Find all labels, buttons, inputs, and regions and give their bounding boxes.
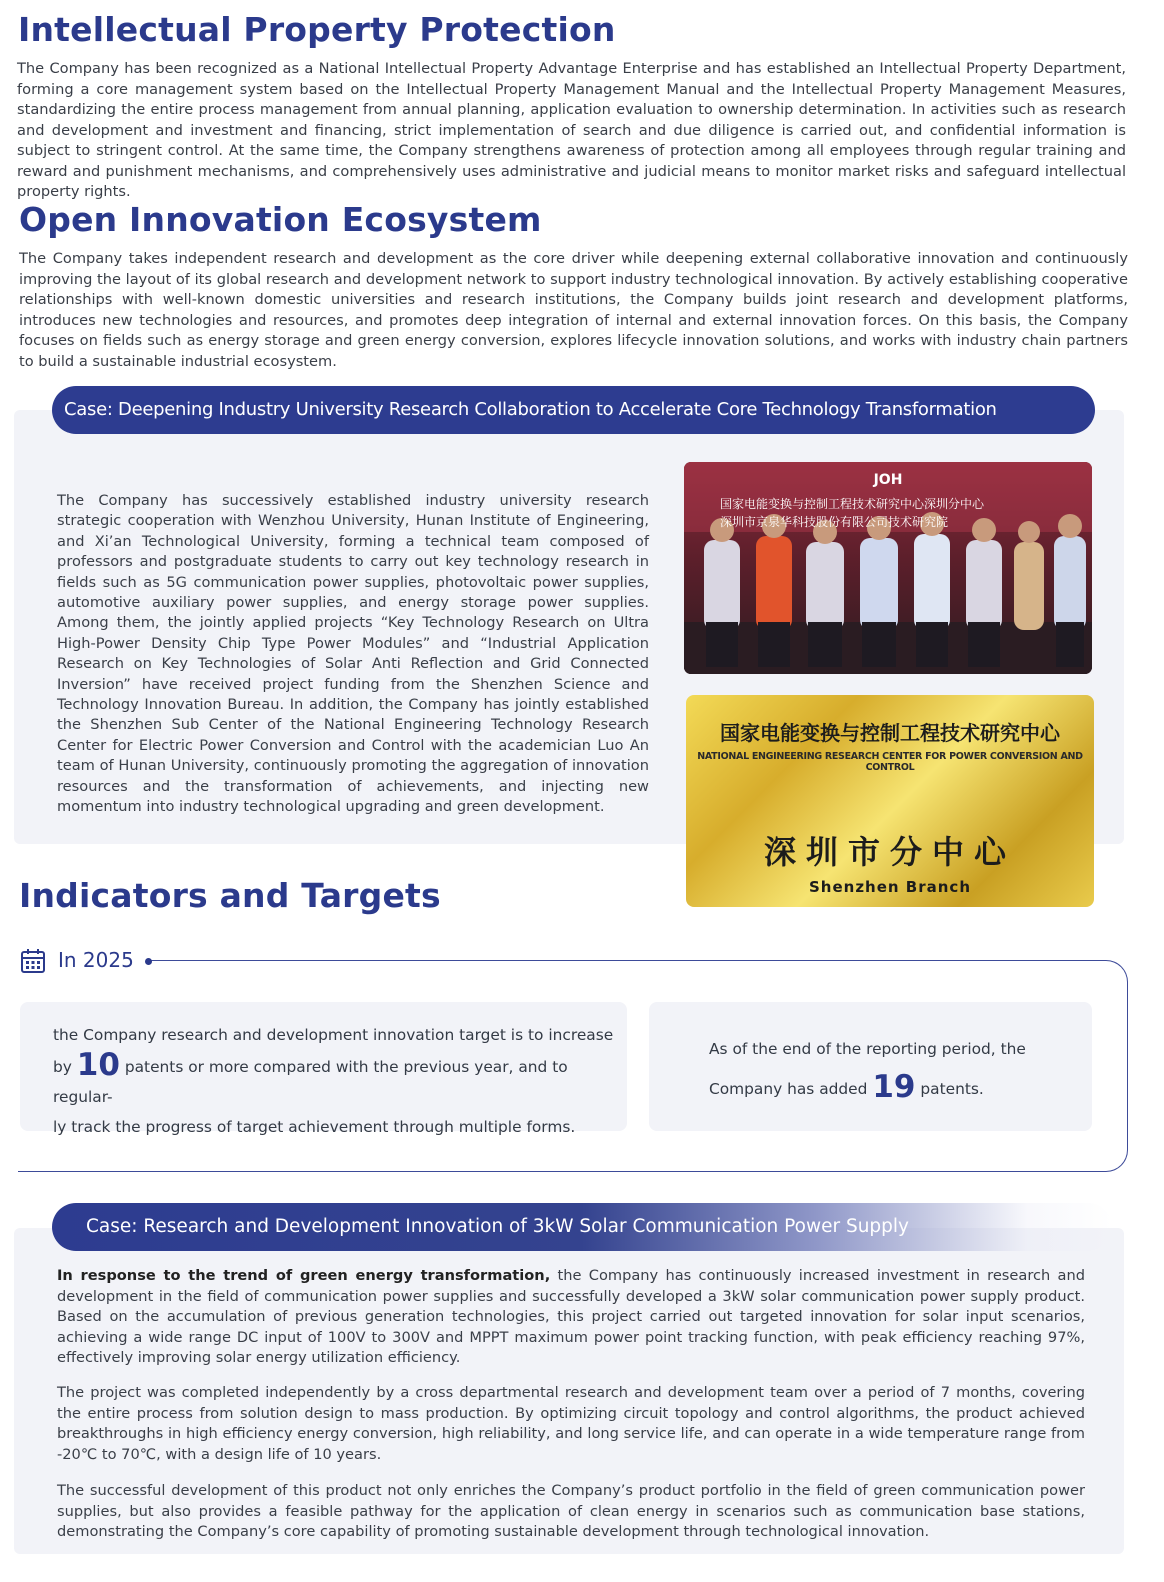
team-photo [684, 462, 1092, 674]
plaque-cn-title: 国家电能变换与控制工程技术研究中心 [720, 721, 1060, 745]
case2-p1-rest: the Company has continuously increased investment in research and development in the field of communication power supplies and successfully developed a 3kW solar communication power supply product. Based on the accumulation of previous generation technologies, this project carried out targeted innovation for solar input scenarios, achieving a wide range DC input of 100V to 300V and MPPT maximum power point tracking function, with peak efficiency reaching 97%, effectively improving solar energy utilization efficiency. [57, 1267, 1086, 1366]
photo-banner-line1: 国家电能变换与控制工程技术研究中心深圳分中心 [720, 497, 985, 511]
photo-banner-line2: 深圳市京泉华科技股份有限公司技术研究院 [720, 515, 949, 529]
plaque-en-title: NATIONAL ENGINEERING RESEARCH CENTER FOR POWER CONVERSION AND CONTROL [697, 751, 1083, 773]
result-card [649, 1002, 1092, 1131]
target-pre: by [53, 1058, 72, 1076]
result-number: 19 [872, 1069, 916, 1105]
section-title-ip: Intellectual Property Protection [18, 10, 616, 49]
result-post: patents. [920, 1080, 984, 1098]
target-line3: ly track the progress of target achievement through multiple forms. [53, 1118, 576, 1136]
section-title-open-innovation: Open Innovation Ecosystem [19, 200, 542, 239]
case2-paragraph1 [57, 1266, 1085, 1369]
case2-p1-lead: In response to the trend of green energy transformation, [57, 1267, 551, 1284]
result-line1: As of the end of the reporting period, the [709, 1040, 1026, 1058]
year-label: In 2025 [58, 948, 134, 972]
result-pre: Company has added [709, 1080, 868, 1098]
photo-logo: JOH [873, 472, 903, 488]
case2-paragraph2: The project was completed independently by a cross departmental research and development team over a period of 7 months, covering the entire process from solution design to mass production. By optimizing circuit topology and control algorithms, the product achieved breakthroughs in high efficiency energy conversion, high reliability, and long service life, and can operate in a wide temperature range from -20℃ to 70℃, with a design life of 10 years. [57, 1384, 1085, 1463]
target-line1: the Company research and development innovation target is to increase [53, 1026, 614, 1044]
section-title-indicators: Indicators and Targets [19, 876, 441, 915]
target-number: 10 [76, 1047, 120, 1083]
case1-paragraph: The Company has successively established industry university research strategic cooperation with Wenzhou University, Hunan Institute of Engineering, and Xi’an Technological University, forming a technical team composed of professors and postgraduate students to carry out key technology research in fields such as 5G communication power supplies, photovoltaic power supplies, automotive auxiliary power supplies, and energy storage power supplies. Among them, the jointly applied projects “Key Technology Research on Ultra High-Power Density Chip Type Power Modules” and “Industrial Application Research on Key Technologies of Solar Anti Reflection and Grid Connected Inversion” have received project funding from the Shenzhen Science and Technology Innovation Bureau. In addition, the Company has jointly established the Shenzhen Sub Center of the National Engineering Technology Research Center for Electric Power Conversion and Control with the academician Luo An team of Hunan University, continuously promoting the aggregation of innovation resources and the transformation of achievements, and injecting new momentum into industry technological upgrading and green development. [57, 492, 649, 816]
case2-paragraph3: The successful development of this product not only enriches the Company’s product portfolio in the field of green communication power supplies, but also provides a feasible pathway for the application of clean energy in scenarios such as communication base stations, demonstrating the Company’s core capability of promoting sustainable development through technological innovation. [57, 1482, 1085, 1540]
target-post: patents or more compared with the previous year, and to regular- [53, 1058, 568, 1106]
calendar-icon [20, 948, 46, 974]
timeline-dot [145, 958, 152, 965]
case1-title-pill: Case: Deepening Industry University Research Collaboration to Accelerate Core Technology Transformation [52, 386, 1095, 434]
case2-title-pill: Case: Research and Development Innovation of 3kW Solar Communication Power Supply [52, 1203, 1112, 1251]
plaque-en-branch: Shenzhen Branch [808, 878, 972, 896]
target-card [20, 1002, 627, 1136]
plaque-cn-branch: 深圳市分中心 [763, 833, 1016, 871]
team-photo-illustration [684, 462, 1092, 674]
ip-paragraph: The Company has been recognized as a National Intellectual Property Advantage Enterprise and has established an Intellectual Property Department, forming a core management system based on the Intellectual Property Management Manual and the Intellectual Property Management Measures, standardizing the entire process management from annual planning, application evaluation to ownership determination. In activities such as research and development and investment and financing, strict implementation of search and due diligence is carried out, and confidential information is subject to stringent control. At the same time, the Company strengthens awareness of protection among all employees through regular training and reward and punishment mechanisms, and comprehensively uses administrative and judicial means to monitor market risks and safeguard intellectual property rights. [17, 60, 1126, 200]
open-innovation-paragraph: The Company takes independent research and development as the core driver while deepening external collaborative innovation and continuously improving the layout of its global research and development network to support industry technological innovation. By actively establishing cooperative relationships with well-known domestic universities and research institutions, the Company builds joint research and development platforms, introduces new technologies and resources, and promotes deep integration of internal and external innovation forces. On this basis, the Company focuses on fields such as energy storage and green energy conversion, explores lifecycle innovation solutions, and works with industry chain partners to build a sustainable industrial ecosystem. [19, 250, 1128, 370]
plaque-image [686, 695, 1094, 907]
